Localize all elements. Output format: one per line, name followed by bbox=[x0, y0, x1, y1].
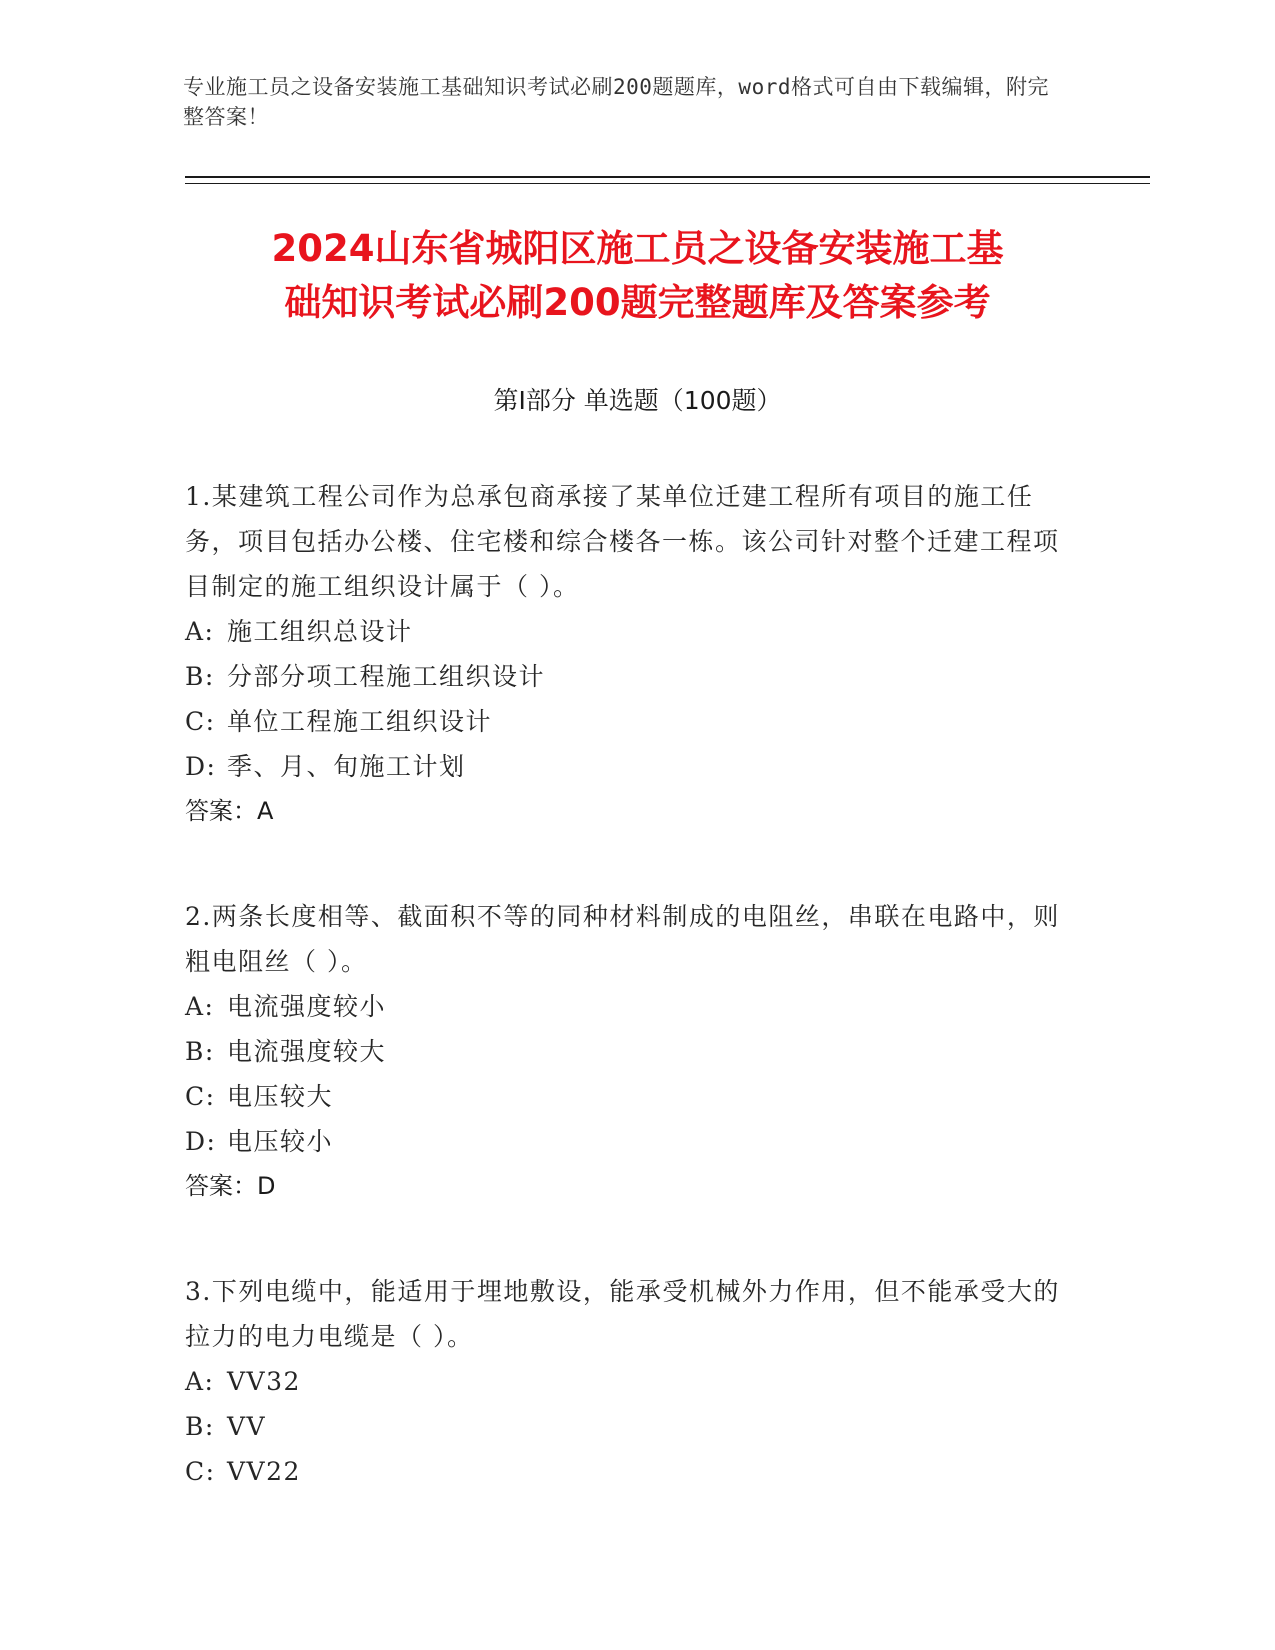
option-b bbox=[185, 654, 1065, 699]
option-letter: B: bbox=[185, 1412, 215, 1441]
question-2 bbox=[185, 894, 1065, 1209]
option-letter: D: bbox=[185, 1127, 217, 1156]
option-c bbox=[185, 699, 1065, 744]
option-letter: A: bbox=[185, 1367, 215, 1396]
option-b bbox=[185, 1404, 1065, 1449]
option-text: 季、月、旬施工计划 bbox=[227, 752, 466, 781]
option-letter: A: bbox=[185, 617, 215, 646]
option-a bbox=[185, 984, 1065, 1029]
question-stem: 3.下列电缆中，能适用于埋地敷设，能承受机械外力作用，但不能承受大的拉力的电力电缆是（ ）。 bbox=[185, 1277, 1060, 1351]
answer-line: 答案：D bbox=[185, 1172, 276, 1200]
header-rule-thick bbox=[185, 176, 1150, 178]
option-letter: D: bbox=[185, 752, 217, 781]
option-letter: B: bbox=[185, 1037, 215, 1066]
option-text: VV32 bbox=[227, 1367, 301, 1396]
option-text: 电流强度较大 bbox=[227, 1037, 387, 1066]
title-line-2: 础知识考试必刷200题完整题库及答案参考 bbox=[284, 281, 991, 324]
option-c bbox=[185, 1449, 1065, 1494]
option-b bbox=[185, 1029, 1065, 1074]
header-rule-thin bbox=[185, 183, 1150, 184]
title-line-1: 2024山东省城阳区施工员之设备安装施工基 bbox=[271, 227, 1004, 270]
option-text: VV22 bbox=[227, 1457, 301, 1486]
option-text: 电压较大 bbox=[227, 1082, 334, 1111]
option-letter: C: bbox=[185, 1082, 216, 1111]
option-a bbox=[185, 1359, 1065, 1404]
option-text: 施工组织总设计 bbox=[227, 617, 413, 646]
option-a bbox=[185, 609, 1065, 654]
option-letter: B: bbox=[185, 662, 215, 691]
header-note: 专业施工员之设备安装施工基础知识考试必刷200题题库，word格式可自由下载编辑，附完整答案！ bbox=[183, 75, 1049, 129]
option-text: 单位工程施工组织设计 bbox=[227, 707, 493, 736]
answer-line: 答案：A bbox=[185, 797, 274, 825]
section-heading: 第Ⅰ部分 单选题（100题） bbox=[493, 386, 782, 415]
question-list bbox=[185, 474, 1065, 1554]
question-stem: 1.某建筑工程公司作为总承包商承接了某单位迁建工程所有项目的施工任务，项目包括办公楼、住宅楼和综合楼各一栋。该公司针对整个迁建工程项目制定的施工组织设计属于（ ）。 bbox=[185, 482, 1060, 601]
option-text: 分部分项工程施工组织设计 bbox=[227, 662, 546, 691]
option-letter: C: bbox=[185, 1457, 216, 1486]
question-3 bbox=[185, 1269, 1065, 1494]
option-c bbox=[185, 1074, 1065, 1119]
option-text: VV bbox=[227, 1412, 267, 1441]
document-title bbox=[150, 222, 1125, 330]
option-d bbox=[185, 744, 1065, 789]
option-letter: C: bbox=[185, 707, 216, 736]
option-text: 电流强度较小 bbox=[227, 992, 387, 1021]
question-1 bbox=[185, 474, 1065, 834]
option-letter: A: bbox=[185, 992, 215, 1021]
option-d bbox=[185, 1119, 1065, 1164]
option-text: 电压较小 bbox=[227, 1127, 334, 1156]
question-stem: 2.两条长度相等、截面积不等的同种材料制成的电阻丝，串联在电路中，则粗电阻丝（ ）。 bbox=[185, 902, 1060, 976]
